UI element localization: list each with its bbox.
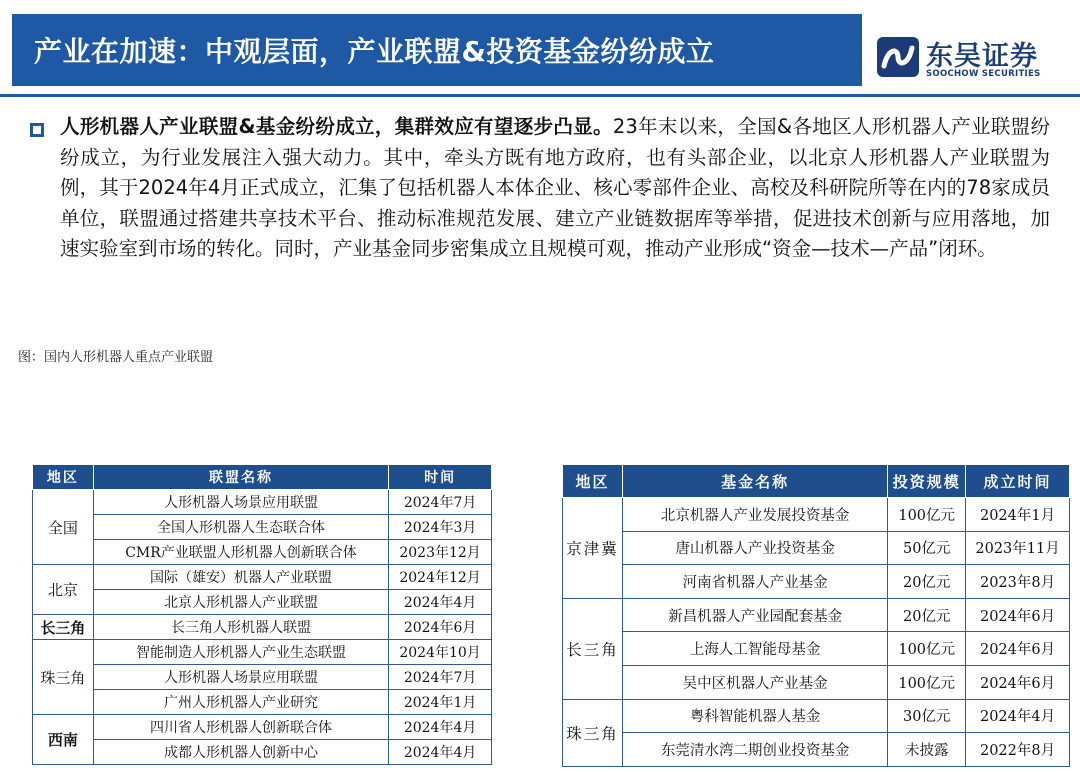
name-cell: 吴中区机器人产业基金 — [622, 665, 887, 699]
soochow-logo-icon — [876, 36, 920, 78]
table-row — [563, 498, 1070, 532]
name-cell: 上海人工智能母基金 — [622, 632, 887, 666]
region-cell: 全国 — [33, 490, 94, 565]
table-row — [563, 598, 1070, 632]
summary-paragraph — [60, 112, 1050, 265]
table-row — [33, 540, 492, 565]
time-cell: 2023年8月 — [966, 565, 1070, 599]
table-row — [563, 565, 1070, 599]
name-cell: 新昌机器人产业园配套基金 — [622, 598, 887, 632]
time-cell: 2024年7月 — [389, 665, 492, 690]
alliance-table-header — [33, 465, 492, 490]
table-row — [563, 733, 1070, 767]
summary-lead: 人形机器人产业联盟&基金纷纷成立，集群效应有望逐步凸显。 — [60, 115, 613, 138]
scale-cell: 30亿元 — [888, 699, 966, 733]
region-cell: 北京 — [33, 565, 94, 615]
time-cell: 2024年4月 — [389, 715, 492, 740]
time-cell: 2024年6月 — [966, 632, 1070, 666]
column-header: 投资规模 — [888, 465, 966, 498]
scale-cell: 50亿元 — [888, 531, 966, 565]
name-cell: 北京机器人产业发展投资基金 — [622, 498, 887, 532]
time-cell: 2024年3月 — [389, 515, 492, 540]
name-cell: 北京人形机器人产业联盟 — [93, 590, 388, 615]
time-cell: 2023年11月 — [966, 531, 1070, 565]
time-cell: 2024年6月 — [966, 665, 1070, 699]
table-row — [33, 715, 492, 740]
header-divider — [0, 94, 1080, 97]
time-cell: 2022年8月 — [966, 733, 1070, 767]
scale-cell: 未披露 — [888, 733, 966, 767]
alliance-table — [32, 464, 492, 765]
name-cell: 长三角人形机器人联盟 — [93, 615, 388, 640]
region-cell: 珠三角 — [563, 699, 623, 766]
time-cell: 2024年6月 — [966, 598, 1070, 632]
table-row — [33, 515, 492, 540]
region-cell: 长三角 — [563, 598, 623, 699]
scale-cell: 100亿元 — [888, 498, 966, 532]
scale-cell: 20亿元 — [888, 565, 966, 599]
region-cell: 长三角 — [33, 615, 94, 640]
table-row — [33, 640, 492, 665]
time-cell: 2024年12月 — [389, 565, 492, 590]
table-row — [563, 531, 1070, 565]
name-cell: 智能制造人形机器人产业生态联盟 — [93, 640, 388, 665]
table-row — [33, 665, 492, 690]
name-cell: 人形机器人场景应用联盟 — [93, 665, 388, 690]
time-cell: 2024年4月 — [389, 590, 492, 615]
column-header: 联盟名称 — [93, 465, 388, 490]
logo-english-name: SOOCHOW SECURITIES — [926, 69, 1041, 79]
column-header: 成立时间 — [966, 465, 1070, 498]
column-header: 地区 — [33, 465, 94, 490]
name-cell: 粤科智能机器人基金 — [622, 699, 887, 733]
title-banner — [12, 14, 862, 86]
fund-table — [562, 464, 1070, 767]
time-cell: 2024年1月 — [966, 498, 1070, 532]
name-cell: 国际（雄安）机器人产业联盟 — [93, 565, 388, 590]
fund-table-header — [563, 465, 1070, 498]
name-cell: 唐山机器人产业投资基金 — [622, 531, 887, 565]
region-cell: 西南 — [33, 715, 94, 765]
table-row — [563, 699, 1070, 733]
slide-title: 产业在加速：中观层面，产业联盟&投资基金纷纷成立 — [34, 35, 715, 68]
table-row — [563, 665, 1070, 699]
summary-body: 23年末以来，全国&各地区人形机器人产业联盟纷纷成立，为行业发展注入强大动力。其中，牵头方既有地方政府，也有头部企业，以北京人形机器人产业联盟为例，其于2024年4月正式成立，汇集了包括机器人本体企业、核心零部件企业、高校及科研院所等在内的78家成员单位，联盟通过搭建共享技术平台、推动标准规范发展、建立产业链数据库等举措，促进技术创新与应用落地，加速实验室到市场的转化。同时，产业基金同步密集成立且规模可观，推动产业形成“资金—技术—产品”闭环。 — [60, 115, 1050, 260]
time-cell: 2024年7月 — [389, 490, 492, 515]
region-cell: 珠三角 — [33, 640, 94, 715]
company-logo — [876, 34, 1066, 82]
time-cell: 2024年4月 — [966, 699, 1070, 733]
name-cell: CMR产业联盟人形机器人创新联合体 — [93, 540, 388, 565]
table-row — [33, 740, 492, 765]
table-row — [33, 565, 492, 590]
name-cell: 全国人形机器人生态联合体 — [93, 515, 388, 540]
table-row — [563, 632, 1070, 666]
name-cell: 成都人形机器人创新中心 — [93, 740, 388, 765]
logo-chinese-name: 东吴证券 — [926, 41, 1038, 72]
time-cell: 2024年1月 — [389, 690, 492, 715]
time-cell: 2024年10月 — [389, 640, 492, 665]
time-cell: 2024年6月 — [389, 615, 492, 640]
table-row — [33, 690, 492, 715]
table-row — [33, 490, 492, 515]
table-row — [33, 615, 492, 640]
table-row — [33, 590, 492, 615]
time-cell: 2024年4月 — [389, 740, 492, 765]
name-cell: 人形机器人场景应用联盟 — [93, 490, 388, 515]
time-cell: 2023年12月 — [389, 540, 492, 565]
name-cell: 东莞清水湾二期创业投资基金 — [622, 733, 887, 767]
scale-cell: 100亿元 — [888, 632, 966, 666]
column-header: 时间 — [389, 465, 492, 490]
name-cell: 广州人形机器人产业研究 — [93, 690, 388, 715]
figure-caption: 图：国内人形机器人重点产业联盟 — [18, 350, 214, 365]
name-cell: 河南省机器人产业基金 — [622, 565, 887, 599]
scale-cell: 20亿元 — [888, 598, 966, 632]
name-cell: 四川省人形机器人创新联合体 — [93, 715, 388, 740]
region-cell: 京津冀 — [563, 498, 623, 599]
column-header: 地区 — [563, 465, 623, 498]
scale-cell: 100亿元 — [888, 665, 966, 699]
column-header: 基金名称 — [622, 465, 887, 498]
hollow-square-bullet-icon — [30, 123, 44, 137]
